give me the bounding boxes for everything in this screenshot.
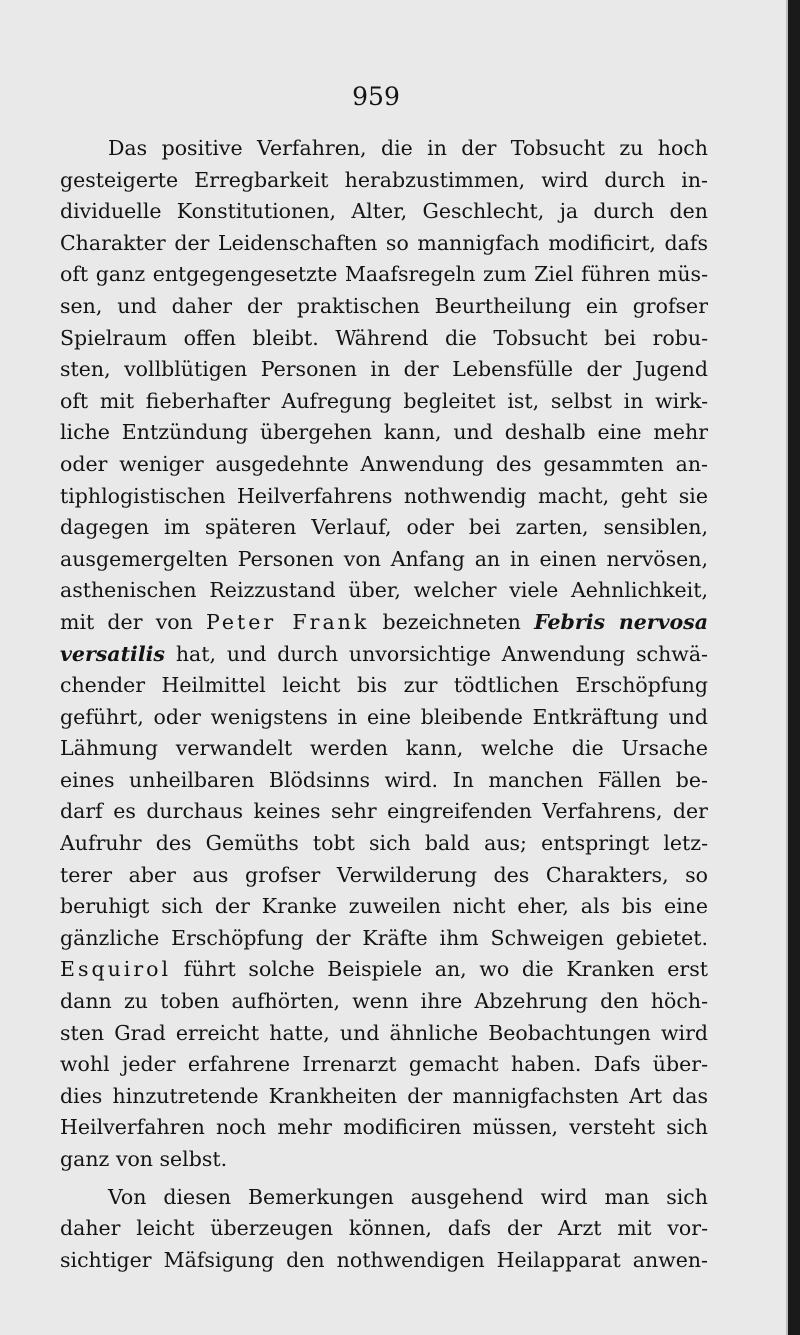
text-line: dies hinzutretende Krankheiten der mannigfachsten Art das bbox=[60, 1083, 708, 1108]
text-line: beruhigt sich der Kranke zuweilen nicht eher, als bis eine bbox=[60, 894, 708, 919]
text-line: oder weniger ausgedehnte Anwendung des gesammten an- bbox=[60, 451, 708, 476]
text-line: sten Grad erreicht hatte, und ähnliche Beobachtungen wird bbox=[60, 1020, 708, 1045]
text-line: Aufruhr des Gemüths tobt sich bald aus; entspringt letz- bbox=[60, 831, 708, 856]
page-number: 959 bbox=[352, 82, 400, 111]
text-line: ganz von selbst. bbox=[60, 1147, 228, 1171]
text-segment: mit der von bbox=[60, 609, 193, 634]
text-line: asthenischen Reizzustand über, welcher viele Aehnlichkeit, bbox=[60, 578, 708, 603]
text-line: Spielraum offen bleibt. Während die Tobsucht bei robu- bbox=[60, 325, 708, 350]
text-line: Charakter der Leidenschaften so mannigfach modificirt, dafs bbox=[60, 230, 708, 255]
text-line: sichtiger Mäfsigung den nothwendigen Heilapparat anwen- bbox=[60, 1247, 708, 1272]
text-segment: führt solche Beispiele an, wo die Kranken erst bbox=[183, 957, 708, 982]
text-segment: hat, und durch unvorsichtige Anwendung schwä- bbox=[175, 641, 708, 666]
text-line: Von diesen Bemerkungen ausgehend wird man sich bbox=[108, 1184, 708, 1209]
text-line: oft ganz entgegengesetzte Maafsregeln zum Ziel führen müs- bbox=[60, 262, 708, 287]
text-line: wohl jeder erfahrene Irrenarzt gemacht haben. Dafs über- bbox=[60, 1052, 708, 1077]
text-line: geführt, oder wenigstens in eine bleibende Entkräftung und bbox=[60, 704, 708, 729]
body-text bbox=[60, 133, 708, 1276]
text-line: Heilverfahren noch mehr modificiren müssen, versteht sich bbox=[60, 1115, 708, 1140]
text-line: ausgemergelten Personen von Anfang an in einen nervösen, bbox=[60, 546, 708, 571]
text-line: tiphlogistischen Heilverfahrens nothwendig macht, geht sie bbox=[60, 483, 708, 508]
text-line bbox=[60, 639, 708, 671]
text-line: sen, und daher der praktischen Beurtheilung ein grofser bbox=[60, 293, 708, 318]
text-line bbox=[60, 607, 708, 639]
text-line: dividuelle Konstitutionen, Alter, Geschlecht, ja durch den bbox=[60, 199, 708, 224]
text-line: Lähmung verwandelt werden kann, welche die Ursache bbox=[60, 736, 708, 761]
text-line: daher leicht überzeugen können, dafs der Arzt mit vor- bbox=[60, 1216, 708, 1241]
text-segment: bezeichneten bbox=[382, 609, 521, 634]
spaced-name: Peter Frank bbox=[206, 609, 370, 634]
text-line: Das positive Verfahren, die in der Tobsucht zu hoch bbox=[108, 136, 708, 160]
text-line: eines unheilbaren Blödsinns wird. In manchen Fällen be- bbox=[60, 767, 708, 792]
italic-term: Febris nervosa bbox=[534, 609, 708, 634]
text-line: chender Heilmittel leicht bis zur tödtlichen Erschöpfung bbox=[60, 673, 708, 698]
text-line: liche Entzündung übergehen kann, und deshalb eine mehr bbox=[60, 420, 708, 445]
text-line: darf es durchaus keines sehr eingreifenden Verfahrens, der bbox=[60, 799, 708, 824]
italic-term: versatilis bbox=[60, 641, 165, 666]
text-line: dann zu toben aufhörten, wenn ihre Abzehrung den höch- bbox=[60, 989, 708, 1014]
text-line: oft mit fieberhafter Aufregung begleitet ist, selbst in wirk- bbox=[60, 388, 708, 413]
text-line: gesteigerte Erregbarkeit herabzustimmen, wird durch in- bbox=[60, 167, 708, 192]
text-line: gänzliche Erschöpfung der Kräfte ihm Schweigen gebietet. bbox=[60, 925, 708, 950]
spaced-name: Esquirol bbox=[60, 957, 172, 982]
text-line: dagegen im späteren Verlauf, oder bei zarten, sensiblen, bbox=[60, 515, 708, 540]
text-line bbox=[60, 954, 708, 986]
text-line: sten, vollblütigen Personen in der Lebensfülle der Jugend bbox=[60, 357, 708, 382]
text-line: terer aber aus grofser Verwilderung des Charakters, so bbox=[60, 862, 708, 887]
